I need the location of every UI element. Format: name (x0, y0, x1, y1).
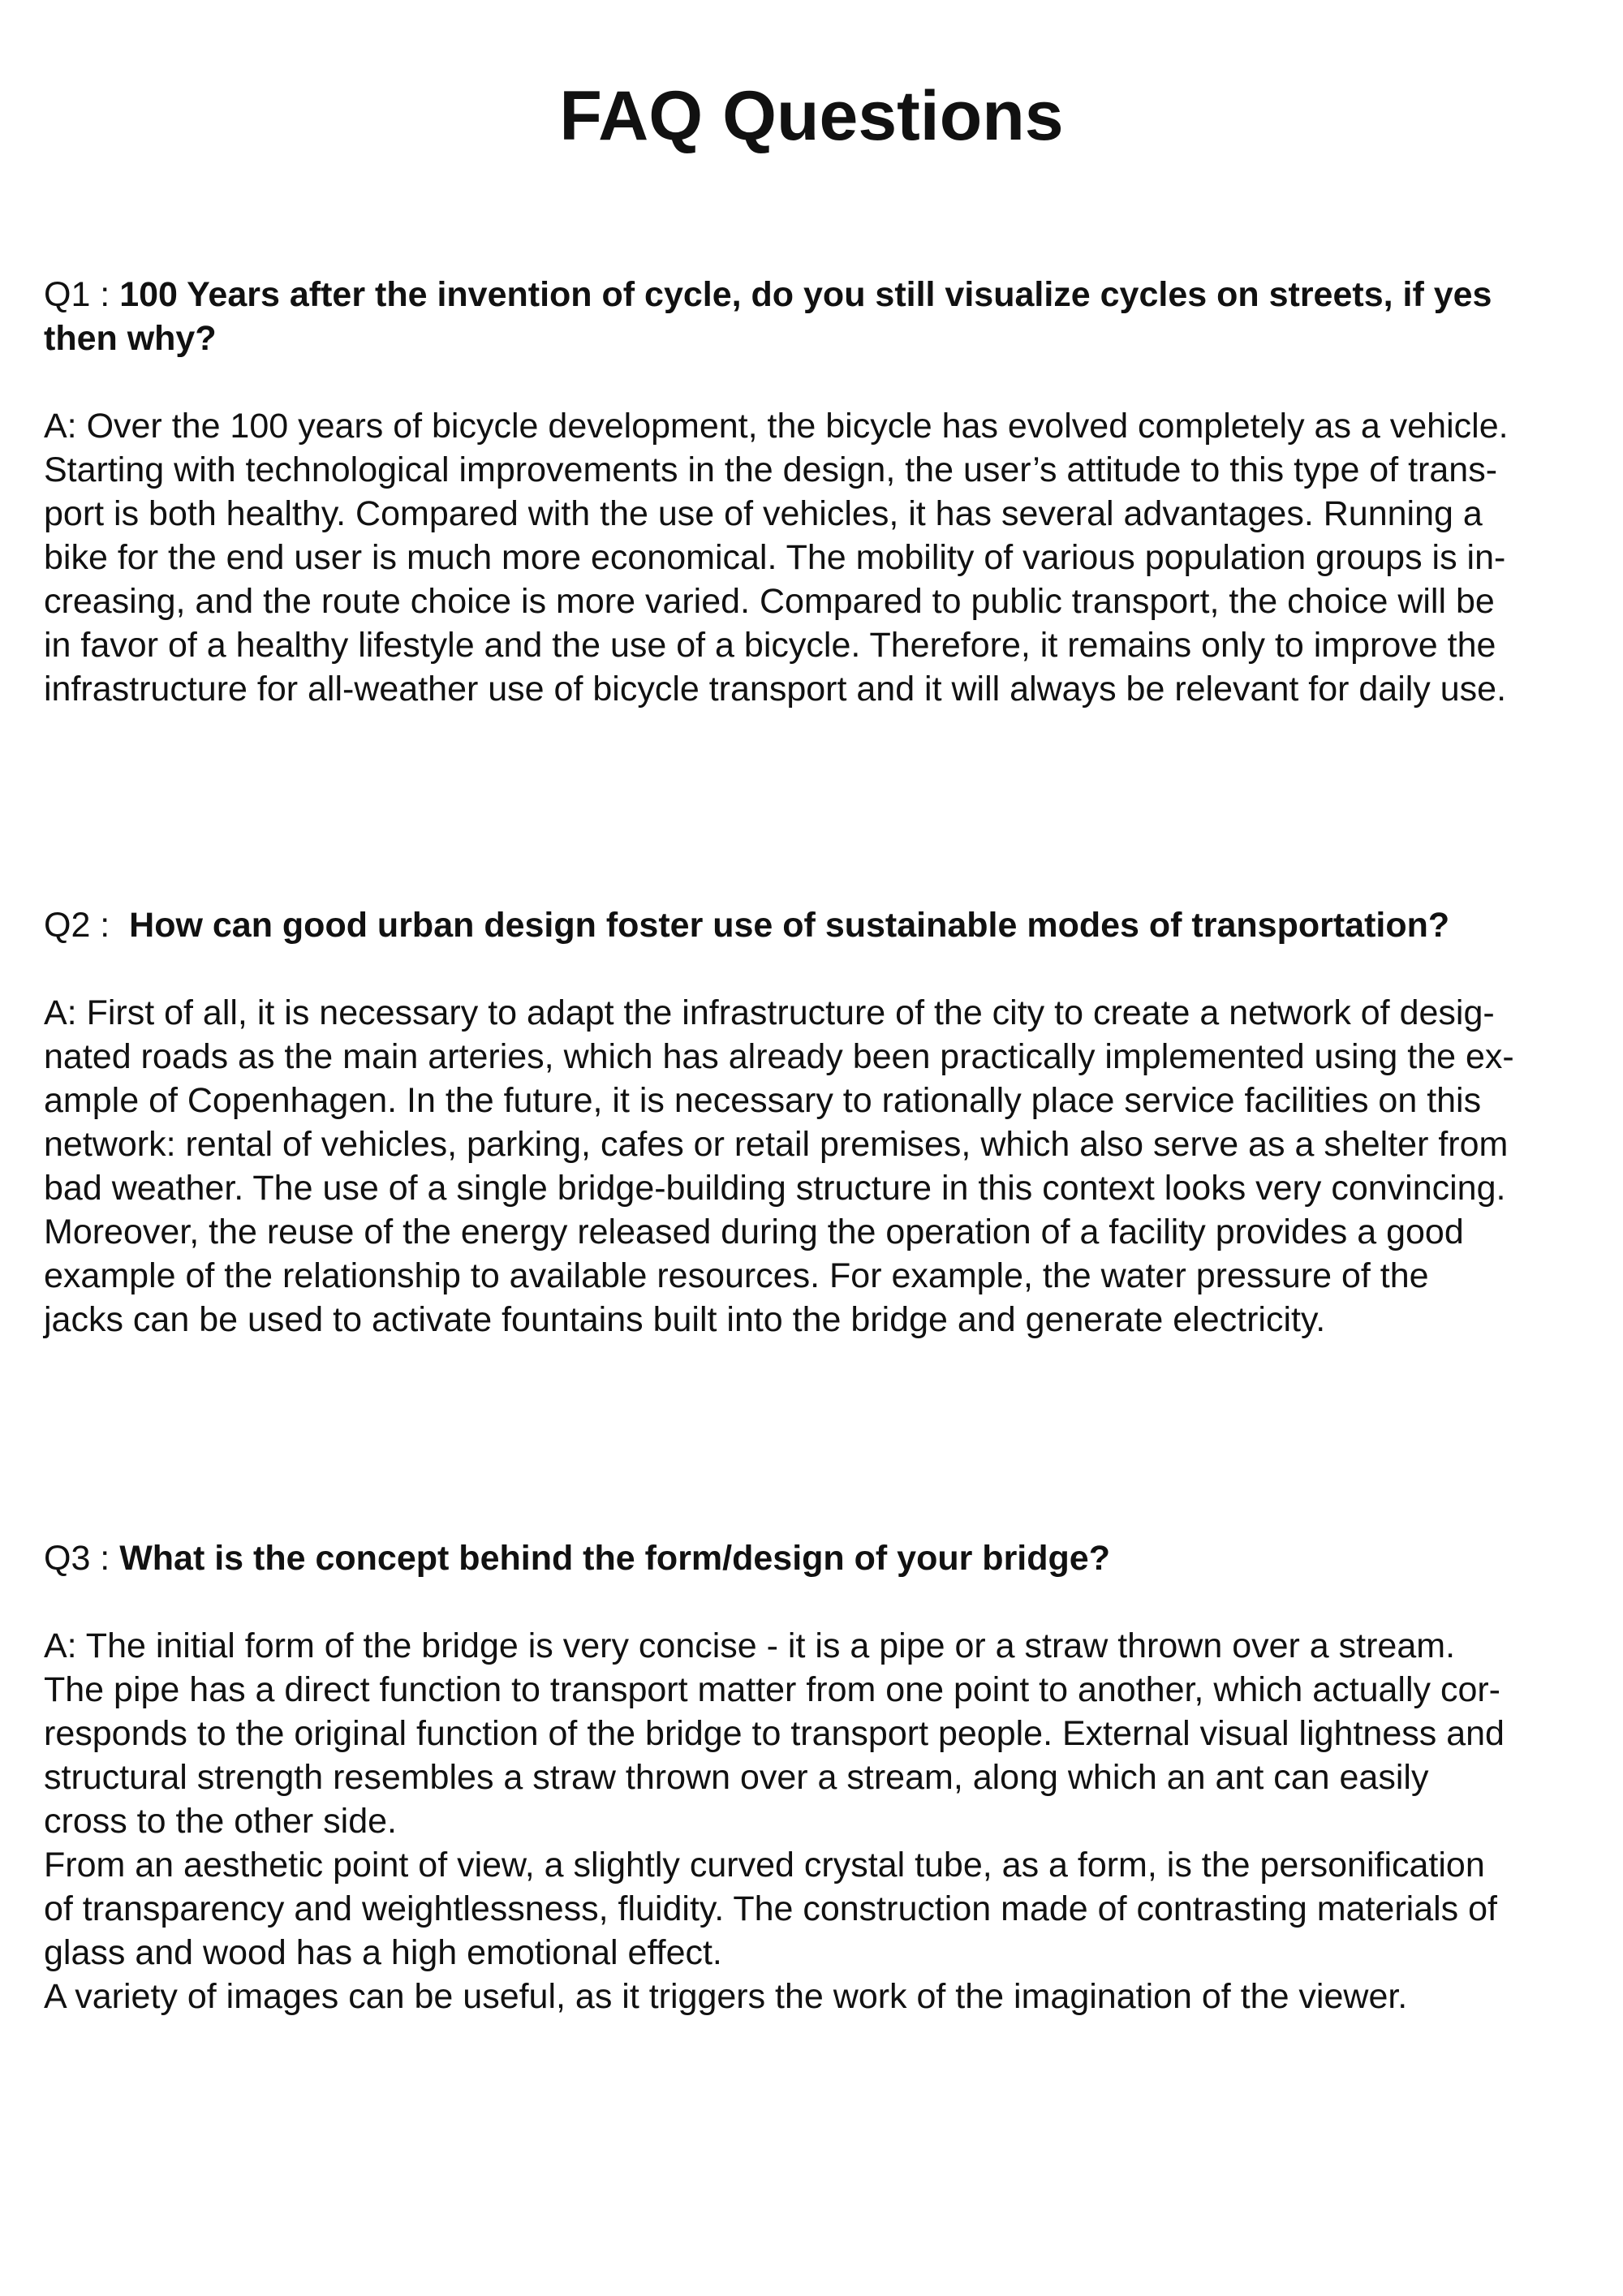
answer-1-line: port is both healthy. Compared with the use of vehicles, it has several advantages. Running a (44, 494, 1483, 533)
faq-item-1 (44, 273, 1590, 711)
answer-3-line: A: The initial form of the bridge is very concise - it is a pipe or a straw thrown over a stream. (44, 1626, 1456, 1665)
answer-3-line: cross to the other side. (44, 1802, 397, 1841)
answer-3-line: structural strength resembles a straw thrown over a stream, along which an ant can easily (44, 1758, 1429, 1797)
question-3-label: Q3 : (44, 1539, 120, 1578)
answer-1-line: infrastructure for all-weather use of bicycle transport and it will always be relevant for daily use. (44, 670, 1507, 709)
question-1-text-line-1: 100 Years after the invention of cycle, do you still visualize cycles on streets, if yes (119, 275, 1492, 314)
answer-2 (44, 991, 1590, 1342)
answer-2-line: Moreover, the reuse of the energy released during the operation of a facility provides a good (44, 1213, 1464, 1251)
answer-3 (44, 1624, 1590, 2018)
answer-2-line: jacks can be used to activate fountains built into the bridge and generate electricity. (44, 1300, 1326, 1339)
answer-3-line: glass and wood has a high emotional effect. (44, 1933, 722, 1972)
question-3 (44, 1536, 1590, 1580)
question-2-label: Q2 : (44, 906, 130, 945)
answer-1-line: Starting with technological improvements in the design, the user’s attitude to this type of trans- (44, 450, 1498, 489)
answer-3-line: responds to the original function of the bridge to transport people. External visual lightness and (44, 1714, 1505, 1753)
answer-2-line: network: rental of vehicles, parking, cafes or retail premises, which also serve as a shelter from (44, 1125, 1509, 1164)
question-2-text: How can good urban design foster use of sustainable modes of transportation? (129, 906, 1450, 945)
question-2 (44, 903, 1590, 947)
page-title: FAQ Questions (559, 77, 1064, 155)
answer-3-line: The pipe has a direct function to transport matter from one point to another, which actually cor- (44, 1670, 1500, 1709)
answer-1-line: bike for the end user is much more economical. The mobility of various population groups is in- (44, 538, 1506, 577)
answer-2-line: bad weather. The use of a single bridge-building structure in this context looks very convincing. (44, 1169, 1506, 1208)
answer-1-line: creasing, and the route choice is more varied. Compared to public transport, the choice will be (44, 582, 1495, 621)
answer-1-line: A: Over the 100 years of bicycle development, the bicycle has evolved completely as a vehicle. (44, 407, 1509, 446)
question-1-text-line-2: then why? (44, 319, 217, 358)
faq-item-3 (44, 1536, 1590, 2018)
answer-3-line: From an aesthetic point of view, a slightly curved crystal tube, as a form, is the personification (44, 1846, 1485, 1885)
faq-item-2 (44, 903, 1590, 1342)
question-1-label: Q1 : (44, 275, 120, 314)
answer-1 (44, 404, 1590, 711)
answer-2-line: example of the relationship to available resources. For example, the water pressure of the (44, 1256, 1429, 1295)
answer-1-line: in favor of a healthy lifestyle and the use of a bicycle. Therefore, it remains only to improve the (44, 626, 1496, 665)
answer-2-line: A: First of all, it is necessary to adapt the infrastructure of the city to create a network of desig- (44, 993, 1495, 1032)
answer-3-line: of transparency and weightlessness, fluidity. The construction made of contrasting materials of (44, 1889, 1497, 1928)
question-3-text: What is the concept behind the form/design of your bridge? (119, 1539, 1110, 1578)
question-1 (44, 273, 1590, 360)
answer-3-line: A variety of images can be useful, as it triggers the work of the imagination of the viewer. (44, 1977, 1408, 2016)
answer-2-line: nated roads as the main arteries, which has already been practically implemented using the ex- (44, 1037, 1514, 1076)
answer-2-line: ample of Copenhagen. In the future, it is necessary to rationally place service facilities on this (44, 1081, 1482, 1120)
